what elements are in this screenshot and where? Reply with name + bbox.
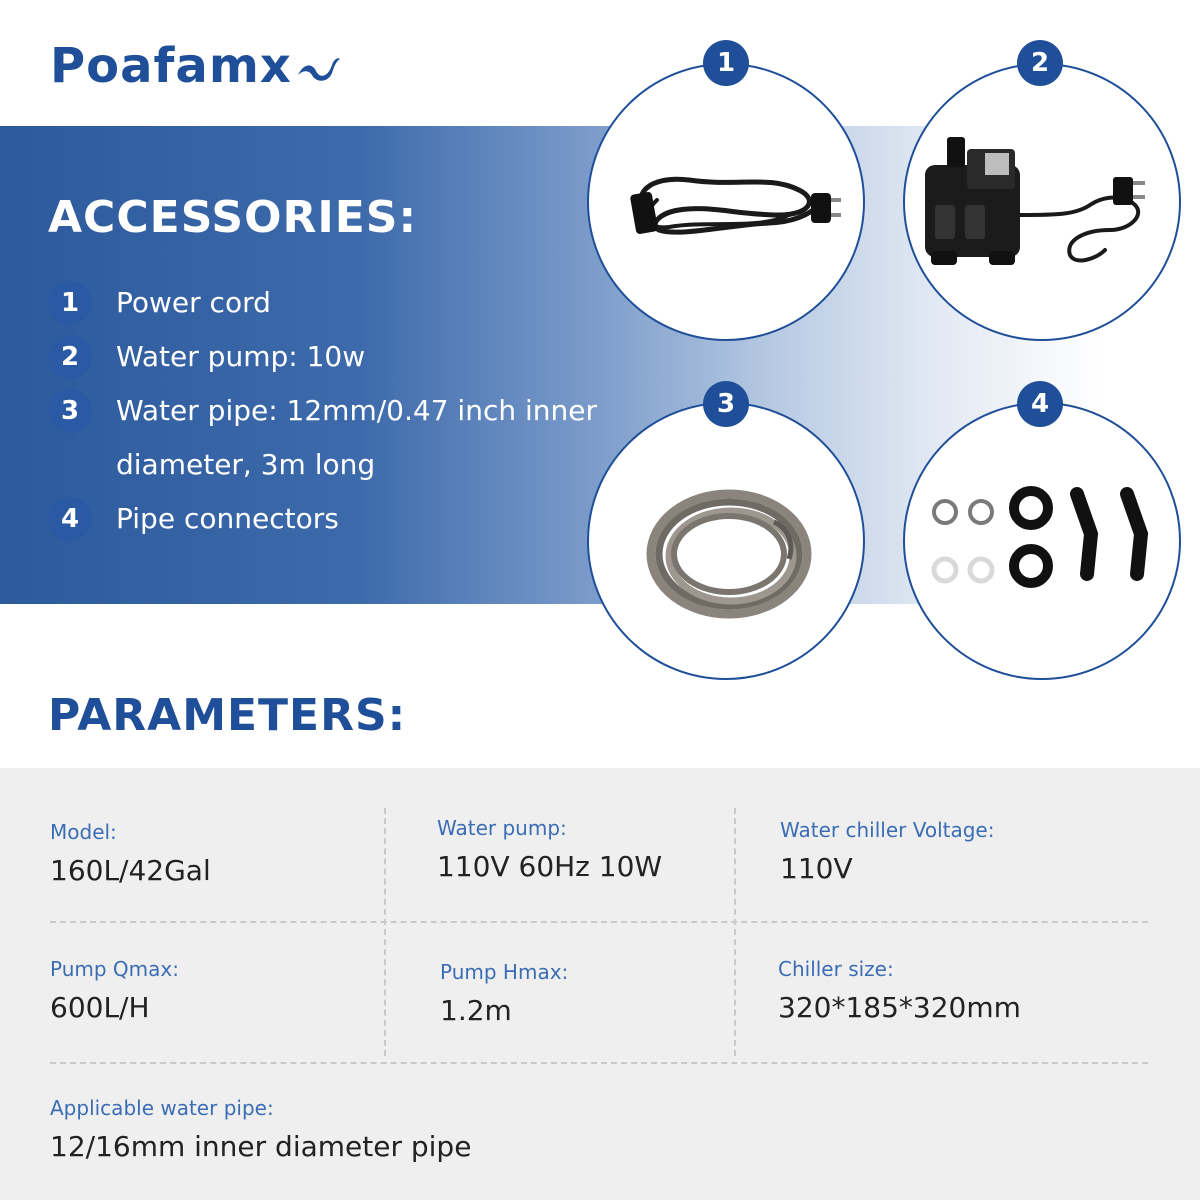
wave-icon — [296, 49, 342, 83]
image-badge-1: 1 — [703, 40, 749, 86]
pipe-connectors-icon — [905, 404, 1181, 680]
water-pump-image — [903, 63, 1181, 341]
accessory-text: Water pipe: 12mm/0.47 inch inner — [116, 394, 597, 427]
param-label: Pump Qmax: — [50, 957, 179, 981]
accessory-number: 4 — [48, 497, 92, 541]
accessory-item-2 — [48, 330, 648, 384]
param-value: 160L/42Gal — [50, 854, 211, 887]
param-model — [50, 820, 211, 887]
param-value: 110V 60Hz 10W — [437, 850, 663, 883]
param-label: Chiller size: — [778, 957, 894, 981]
divider — [50, 1062, 1148, 1064]
param-label: Water pump: — [437, 816, 567, 840]
image-badge-4: 4 — [1017, 381, 1063, 427]
param-label: Model: — [50, 820, 117, 844]
param-label: Water chiller Voltage: — [780, 818, 995, 842]
divider — [734, 808, 736, 1056]
accessories-list — [48, 276, 648, 546]
accessory-text-continued: diameter, 3m long — [116, 448, 376, 481]
image-badge-3: 3 — [703, 381, 749, 427]
accessory-item-4 — [48, 492, 648, 546]
accessory-number: 2 — [48, 335, 92, 379]
param-label: Applicable water pipe: — [50, 1096, 274, 1120]
accessory-text: Power cord — [116, 286, 271, 319]
brand-logo — [50, 36, 342, 96]
water-pipe-icon — [589, 404, 865, 680]
accessory-number: 1 — [48, 281, 92, 325]
param-value: 600L/H — [50, 991, 150, 1024]
pipe-connectors-image — [903, 402, 1181, 680]
param-pump-qmax — [50, 957, 179, 1024]
param-value: 1.2m — [440, 994, 512, 1027]
water-pump-icon — [905, 65, 1181, 341]
param-pump-hmax — [440, 960, 568, 1027]
param-label: Pump Hmax: — [440, 960, 569, 984]
accessory-text: Pipe connectors — [116, 502, 339, 535]
param-water-pump — [437, 816, 662, 883]
accessory-item-1 — [48, 276, 648, 330]
param-value: 110V — [780, 852, 853, 885]
param-applicable-pipe — [50, 1096, 471, 1163]
brand-name: Poafamx — [50, 38, 292, 94]
accessory-text: Water pump: 10w — [116, 340, 366, 373]
param-chiller-size — [778, 957, 1021, 1024]
water-pipe-image — [587, 402, 865, 680]
param-value: 12/16mm inner diameter pipe — [50, 1130, 472, 1163]
parameters-title: PARAMETERS: — [48, 690, 407, 741]
power-cord-image — [587, 63, 865, 341]
accessory-number: 3 — [48, 389, 92, 433]
power-cord-icon — [589, 65, 865, 341]
param-value: 320*185*320mm — [778, 991, 1021, 1024]
accessories-title: ACCESSORIES: — [48, 192, 418, 243]
param-chiller-voltage — [780, 818, 994, 885]
accessory-item-3 — [48, 384, 648, 492]
divider — [384, 808, 386, 1056]
image-badge-2: 2 — [1017, 40, 1063, 86]
divider — [50, 921, 1148, 923]
